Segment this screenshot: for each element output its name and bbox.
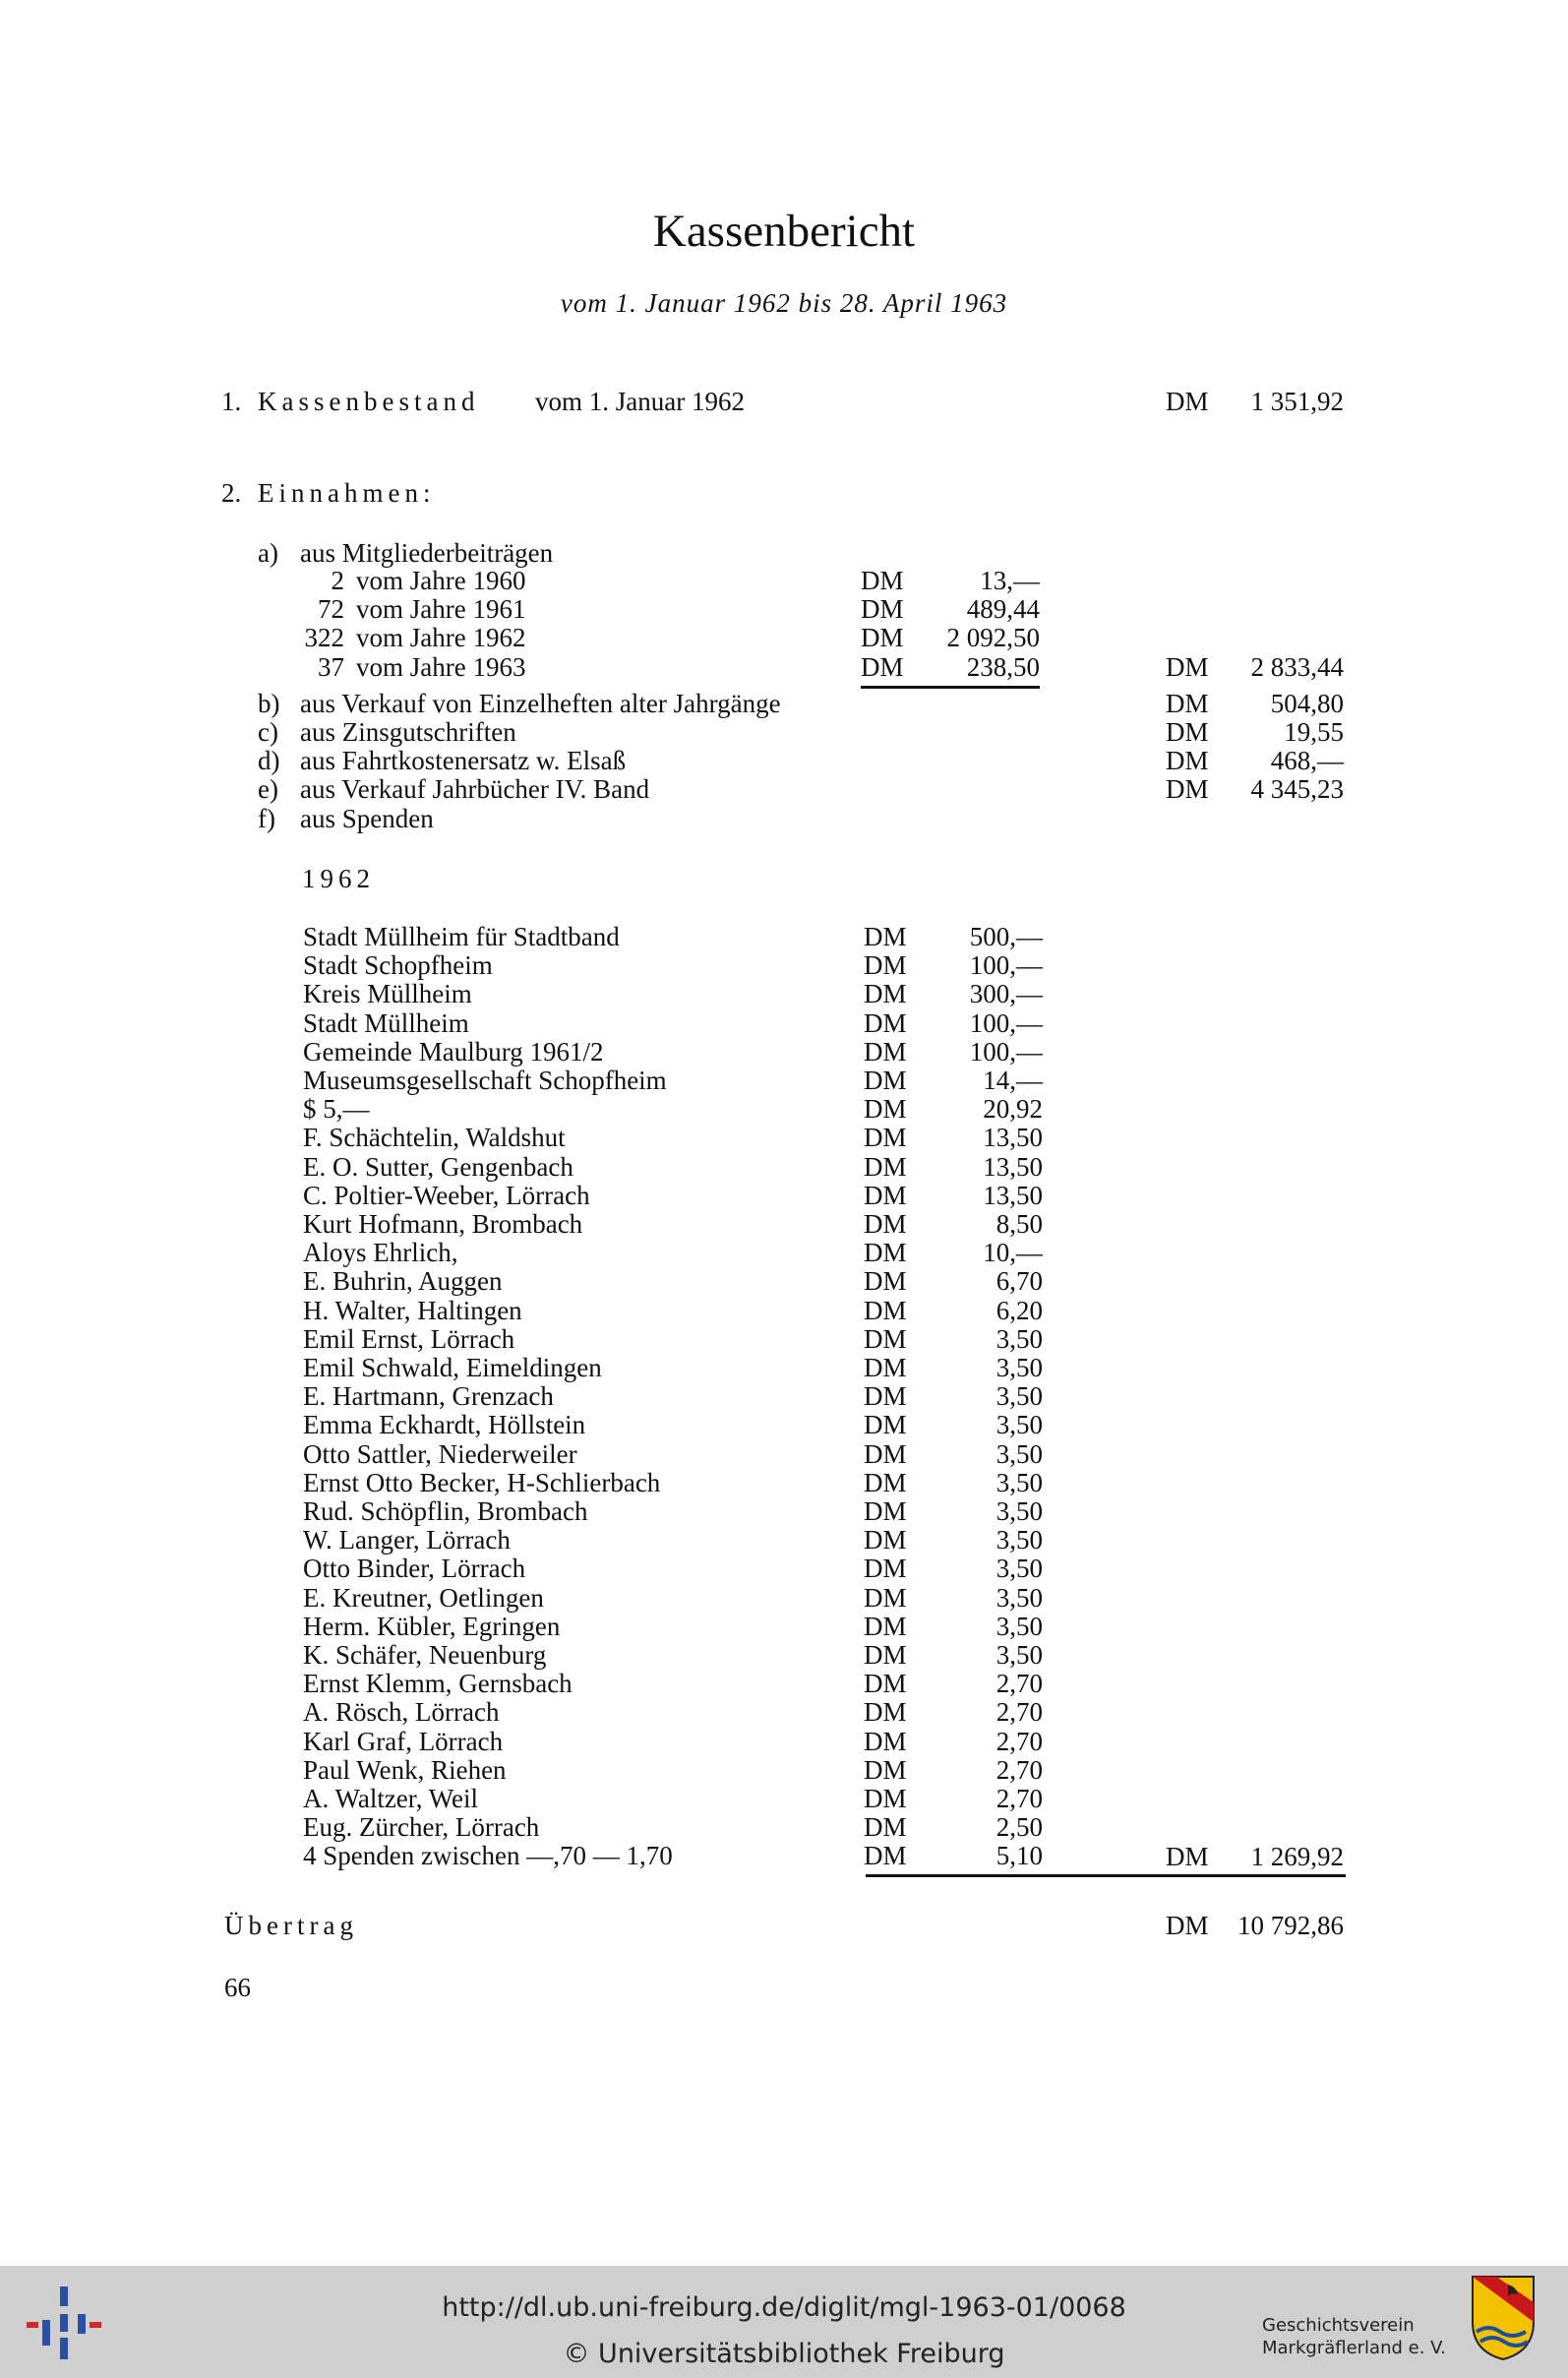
donor-currency: DM bbox=[864, 1209, 907, 1239]
spenden-year: 1962 bbox=[302, 864, 375, 893]
donor-currency: DM bbox=[864, 1727, 907, 1756]
donor-amount: 100,— bbox=[969, 1008, 1043, 1038]
donor-amount: 6,70 bbox=[995, 1266, 1043, 1296]
donor-amount: 20,92 bbox=[983, 1094, 1043, 1124]
donor-currency: DM bbox=[864, 1296, 907, 1325]
item-label: aus Verkauf Jahrbücher IV. Band bbox=[300, 774, 650, 804]
donor-currency: DM bbox=[864, 1123, 907, 1152]
donor-amount: 3,50 bbox=[995, 1525, 1043, 1555]
donor-name: Kurt Hofmann, Brombach bbox=[303, 1209, 583, 1239]
donor-name: E. O. Sutter, Gengenbach bbox=[303, 1152, 573, 1182]
member-amount: 13,— bbox=[980, 566, 1040, 595]
donor-name: C. Poltier-Weeber, Lörrach bbox=[303, 1181, 590, 1210]
donor-amount: 3,50 bbox=[995, 1612, 1043, 1641]
donor-amount: 3,50 bbox=[995, 1353, 1043, 1382]
item-label: aus Spenden bbox=[300, 804, 434, 833]
section1-number: 1. bbox=[221, 387, 242, 416]
donor-amount: 3,50 bbox=[995, 1496, 1043, 1526]
item-amount: 19,55 bbox=[1284, 717, 1344, 747]
donor-amount: 2,50 bbox=[995, 1812, 1043, 1842]
member-currency: DM bbox=[861, 594, 904, 624]
donor-currency: DM bbox=[864, 1037, 907, 1067]
donor-currency: DM bbox=[864, 1669, 907, 1698]
item-amount: 468,— bbox=[1270, 746, 1344, 775]
item-letter: b) bbox=[258, 689, 280, 718]
donor-currency: DM bbox=[864, 1612, 907, 1641]
donor-currency: DM bbox=[864, 1410, 907, 1439]
donor-currency: DM bbox=[864, 1008, 907, 1038]
donor-currency: DM bbox=[864, 1152, 907, 1182]
donor-currency: DM bbox=[864, 1697, 907, 1727]
member-amount: 489,44 bbox=[966, 594, 1040, 624]
member-year-label: vom Jahre 1963 bbox=[356, 652, 526, 682]
donor-name: Karl Graf, Lörrach bbox=[303, 1727, 504, 1756]
donor-amount: 100,— bbox=[969, 1037, 1043, 1067]
item-letter: a) bbox=[258, 538, 278, 568]
verein-line1: Geschichtsverein bbox=[1262, 2315, 1415, 2336]
donor-name: W. Langer, Lörrach bbox=[303, 1525, 511, 1555]
donor-amount: 6,20 bbox=[995, 1296, 1043, 1325]
donor-amount: 3,50 bbox=[995, 1381, 1043, 1411]
coat-of-arms-icon bbox=[1469, 2273, 1538, 2361]
donor-amount: 2,70 bbox=[995, 1697, 1043, 1727]
donor-amount: 3,50 bbox=[995, 1468, 1043, 1497]
page-subtitle: vom 1. Januar 1962 bis 28. April 1963 bbox=[560, 288, 1008, 318]
donor-amount: 5,10 bbox=[995, 1841, 1043, 1870]
donor-amount: 3,50 bbox=[995, 1554, 1043, 1583]
donor-currency: DM bbox=[864, 1640, 907, 1670]
section1-amount: 1 351,92 bbox=[1250, 387, 1344, 416]
member-year-label: vom Jahre 1960 bbox=[356, 566, 526, 595]
donor-name: Museumsgesellschaft Schopfheim bbox=[303, 1066, 667, 1095]
donor-currency: DM bbox=[864, 1554, 907, 1583]
member-amount: 2 092,50 bbox=[946, 623, 1040, 652]
member-count: 322 bbox=[304, 623, 344, 652]
donor-currency: DM bbox=[864, 1812, 907, 1842]
donor-name: Rud. Schöpflin, Brombach bbox=[303, 1496, 588, 1526]
donor-currency: DM bbox=[864, 950, 907, 980]
donor-amount: 13,50 bbox=[983, 1152, 1043, 1182]
donor-currency: DM bbox=[864, 1353, 907, 1382]
item-letter: f) bbox=[258, 804, 275, 833]
donor-amount: 8,50 bbox=[995, 1209, 1043, 1239]
page-title: Kassenbericht bbox=[652, 206, 916, 257]
spenden-total: 1 269,92 bbox=[1250, 1842, 1344, 1871]
mitglieder-total-currency: DM bbox=[1166, 652, 1209, 682]
donor-currency: DM bbox=[864, 1841, 907, 1870]
donor-name: Stadt Müllheim bbox=[303, 1008, 469, 1038]
donor-name: Emil Ernst, Lörrach bbox=[303, 1324, 515, 1354]
donor-name: E. Kreutner, Oetlingen bbox=[303, 1583, 544, 1613]
donor-name: Gemeinde Maulburg 1961/2 bbox=[303, 1037, 604, 1067]
uebertrag-label: Übertrag bbox=[224, 1911, 358, 1940]
donor-name: Kreis Müllheim bbox=[303, 979, 472, 1008]
member-year-label: vom Jahre 1962 bbox=[356, 623, 526, 652]
donor-currency: DM bbox=[864, 1525, 907, 1555]
donor-amount: 3,50 bbox=[995, 1583, 1043, 1613]
verein-line2: Markgräflerland e. V. bbox=[1262, 2338, 1446, 2358]
donor-amount: 300,— bbox=[969, 979, 1043, 1008]
uebertrag-currency: DM bbox=[1166, 1911, 1209, 1940]
uebertrag-amount: 10 792,86 bbox=[1237, 1911, 1344, 1940]
donor-name: Herm. Kübler, Egringen bbox=[303, 1612, 561, 1641]
donor-amount: 500,— bbox=[969, 922, 1043, 951]
donor-currency: DM bbox=[864, 1238, 907, 1267]
item-letter: c) bbox=[258, 717, 278, 747]
spenden-total-currency: DM bbox=[1166, 1842, 1209, 1871]
donor-amount: 2,70 bbox=[995, 1669, 1043, 1698]
donor-name: K. Schäfer, Neuenburg bbox=[303, 1640, 547, 1670]
donor-name: Paul Wenk, Riehen bbox=[303, 1755, 507, 1785]
donor-currency: DM bbox=[864, 1324, 907, 1354]
donor-name: E. Hartmann, Grenzach bbox=[303, 1381, 554, 1411]
footer-url[interactable]: http://dl.ub.uni-freiburg.de/diglit/mgl-1963-01/0068 bbox=[442, 2292, 1126, 2323]
donor-currency: DM bbox=[864, 1066, 907, 1095]
donor-currency: DM bbox=[864, 1381, 907, 1411]
member-currency: DM bbox=[861, 566, 904, 595]
donor-currency: DM bbox=[864, 1266, 907, 1296]
item-currency: DM bbox=[1166, 717, 1209, 747]
item-label: aus Verkauf von Einzelheften alter Jahrgänge bbox=[300, 689, 781, 718]
donor-currency: DM bbox=[864, 1755, 907, 1785]
item-label: aus Fahrtkostenersatz w. Elsaß bbox=[300, 746, 627, 775]
donor-amount: 14,— bbox=[983, 1066, 1043, 1095]
donor-name: A. Waltzer, Weil bbox=[303, 1784, 479, 1813]
donor-name: Ernst Otto Becker, H-Schlierbach bbox=[303, 1468, 661, 1497]
donor-name: Emma Eckhardt, Höllstein bbox=[303, 1410, 586, 1439]
donor-currency: DM bbox=[864, 1583, 907, 1613]
donor-name: F. Schächtelin, Waldshut bbox=[303, 1123, 566, 1152]
donor-name: E. Buhrin, Auggen bbox=[303, 1266, 503, 1296]
donor-amount: 3,50 bbox=[995, 1410, 1043, 1439]
item-letter: d) bbox=[258, 746, 280, 775]
member-amount: 238,50 bbox=[966, 652, 1040, 682]
item-currency: DM bbox=[1166, 689, 1209, 718]
member-year-label: vom Jahre 1961 bbox=[356, 594, 526, 624]
donor-name: A. Rösch, Lörrach bbox=[303, 1697, 500, 1727]
member-count: 2 bbox=[331, 566, 344, 595]
donor-currency: DM bbox=[864, 979, 907, 1008]
donor-name: Stadt Müllheim für Stadtband bbox=[303, 922, 620, 951]
donor-amount: 13,50 bbox=[983, 1181, 1043, 1210]
donor-name: $ 5,— bbox=[303, 1094, 370, 1124]
donor-amount: 3,50 bbox=[995, 1439, 1043, 1469]
donor-amount: 3,50 bbox=[995, 1324, 1043, 1354]
item-label: aus Zinsgutschriften bbox=[300, 717, 516, 747]
donor-name: Stadt Schopfheim bbox=[303, 950, 493, 980]
donor-currency: DM bbox=[864, 1784, 907, 1813]
section2-number: 2. bbox=[221, 478, 242, 508]
item-letter: e) bbox=[258, 774, 278, 804]
total-rule bbox=[866, 1874, 1346, 1877]
donor-currency: DM bbox=[864, 922, 907, 951]
donor-name: Otto Binder, Lörrach bbox=[303, 1554, 526, 1583]
donor-name: Otto Sattler, Niederweiler bbox=[303, 1439, 577, 1469]
mitglieder-total: 2 833,44 bbox=[1250, 652, 1344, 682]
subtotal-rule bbox=[861, 686, 1040, 689]
donor-name: H. Walter, Haltingen bbox=[303, 1296, 522, 1325]
footer-copyright: © Universitätsbibliothek Freiburg bbox=[563, 2339, 1005, 2369]
section1-text: vom 1. Januar 1962 bbox=[535, 387, 745, 416]
donor-name: Ernst Klemm, Gernsbach bbox=[303, 1669, 573, 1698]
member-currency: DM bbox=[861, 652, 904, 682]
item-amount: 4 345,23 bbox=[1250, 774, 1344, 804]
item-currency: DM bbox=[1166, 746, 1209, 775]
donor-name: 4 Spenden zwischen —,70 — 1,70 bbox=[303, 1841, 673, 1870]
donor-name: Emil Schwald, Eimeldingen bbox=[303, 1353, 602, 1382]
donor-amount: 13,50 bbox=[983, 1123, 1043, 1152]
item-currency: DM bbox=[1166, 774, 1209, 804]
donor-amount: 3,50 bbox=[995, 1640, 1043, 1670]
page-number: 66 bbox=[224, 1973, 251, 2002]
donor-amount: 2,70 bbox=[995, 1755, 1043, 1785]
donor-currency: DM bbox=[864, 1496, 907, 1526]
donor-name: Eug. Zürcher, Lörrach bbox=[303, 1812, 540, 1842]
section2-heading: Einnahmen: bbox=[258, 478, 436, 508]
footer-verein bbox=[1262, 2314, 1446, 2359]
donor-currency: DM bbox=[864, 1468, 907, 1497]
member-count: 37 bbox=[318, 652, 344, 682]
donor-name: Aloys Ehrlich, bbox=[303, 1238, 458, 1267]
item-label: aus Mitgliederbeiträgen bbox=[300, 538, 554, 568]
member-count: 72 bbox=[318, 594, 344, 624]
donor-currency: DM bbox=[864, 1439, 907, 1469]
donor-amount: 2,70 bbox=[995, 1784, 1043, 1813]
section1-currency: DM bbox=[1166, 387, 1209, 416]
donor-amount: 10,— bbox=[983, 1238, 1043, 1267]
section1-heading: Kassenbestand bbox=[258, 387, 480, 416]
donor-currency: DM bbox=[864, 1181, 907, 1210]
donor-amount: 100,— bbox=[969, 950, 1043, 980]
donor-amount: 2,70 bbox=[995, 1727, 1043, 1756]
member-currency: DM bbox=[861, 623, 904, 652]
item-amount: 504,80 bbox=[1270, 689, 1344, 718]
donor-currency: DM bbox=[864, 1094, 907, 1124]
